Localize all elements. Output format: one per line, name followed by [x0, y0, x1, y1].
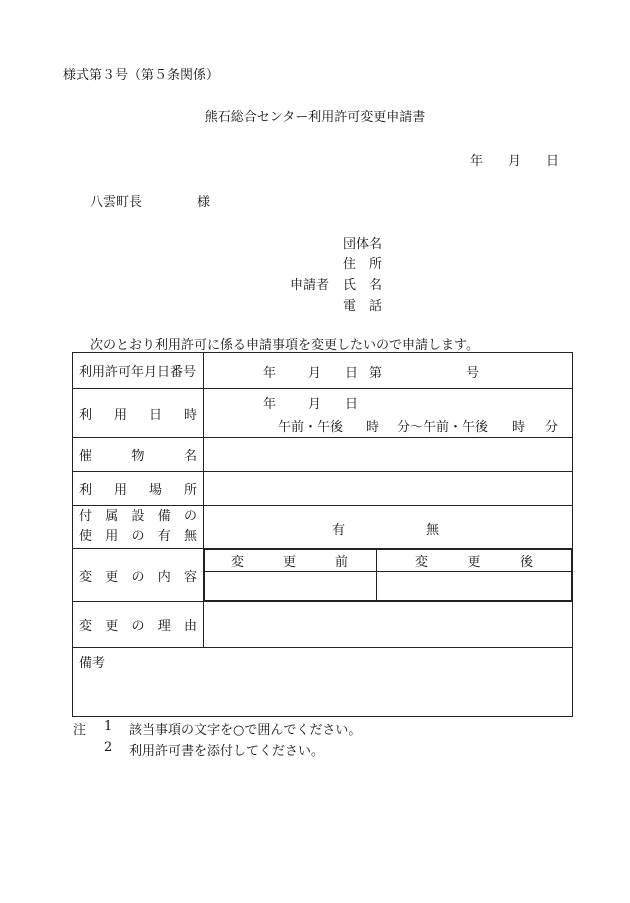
- permit-gou: 号: [466, 366, 480, 381]
- time-min-ampm-end: 分～午前・午後: [397, 420, 489, 435]
- equipment-no-option[interactable]: 無: [426, 523, 440, 538]
- applicant-field-address: 住 所: [343, 257, 383, 272]
- form-number: 様式第３号（第５条関係）: [63, 68, 220, 83]
- permit-year: 年: [263, 366, 277, 381]
- time-ampm-start: 午前・午後: [278, 420, 344, 435]
- equipment-label-cell: [73, 506, 204, 549]
- permit-month: 月: [308, 366, 322, 381]
- permit-day: 日: [345, 366, 359, 381]
- date-label: 利 用 日 時: [79, 407, 197, 423]
- note-2-number: 2: [104, 740, 113, 755]
- date-month: 月: [308, 397, 322, 412]
- note-1-text: 該当事項の文字を○で囲んでください。: [129, 723, 362, 738]
- change-label-cell: [73, 549, 204, 602]
- intro-text: 次のとおり利用許可に係る申請事項を変更したいので申請します。: [90, 338, 479, 353]
- change-row: [73, 549, 573, 602]
- date-month: 月: [508, 154, 522, 169]
- date-year: 年: [263, 397, 277, 412]
- event-value-cell[interactable]: [204, 438, 573, 472]
- change-after-header: 変 更 後: [377, 550, 572, 572]
- event-row: [73, 438, 573, 472]
- notes-prefix: 注: [73, 723, 87, 738]
- time-hour-end: 時: [512, 420, 526, 435]
- permit-label: 利用許可年月日番号: [79, 365, 197, 380]
- date-value-cell[interactable]: [204, 389, 573, 438]
- change-before-value[interactable]: [205, 572, 377, 601]
- change-value-cell: [204, 549, 573, 602]
- permit-value-cell[interactable]: [204, 353, 573, 389]
- remarks-row: [73, 648, 573, 717]
- equipment-yes-option[interactable]: 有: [332, 523, 346, 538]
- applicant-field-phone: 電 話: [343, 299, 383, 314]
- event-label: 催 物 名: [79, 449, 197, 464]
- change-subtable: [204, 549, 572, 601]
- reason-value-cell[interactable]: [204, 602, 573, 648]
- addressee-honorific: 様: [197, 195, 211, 210]
- place-label: 利 用 場 所: [79, 483, 197, 498]
- change-after-value[interactable]: [377, 572, 572, 601]
- equipment-row: [73, 506, 573, 549]
- note-1-number: 1: [104, 719, 113, 734]
- equipment-value-cell[interactable]: [204, 506, 573, 549]
- date-year: 年: [470, 154, 484, 169]
- place-row: [73, 472, 573, 506]
- reason-row: [73, 602, 573, 648]
- applicant-field-name: 氏 名: [343, 278, 383, 293]
- time-min-end: 分: [545, 420, 559, 435]
- applicant-field-group: 団体名: [343, 237, 383, 252]
- note-2-text: 利用許可書を添付してください。: [129, 744, 325, 759]
- date-row: [73, 389, 573, 438]
- change-before-header: 変 更 前: [205, 550, 377, 572]
- date-day: 日: [345, 397, 359, 412]
- application-table: [72, 352, 573, 717]
- place-value-cell[interactable]: [204, 472, 573, 506]
- place-label-cell: [73, 472, 204, 506]
- addressee-name: 八雲町長: [90, 195, 143, 210]
- equipment-label: 付 属 設 備 の 使 用 の 有 無: [79, 509, 197, 544]
- event-label-cell: [73, 438, 204, 472]
- permit-row: [73, 353, 573, 389]
- document-title: 熊石総合センター利用許可変更申請書: [204, 110, 426, 125]
- remarks-label: 備考: [79, 656, 106, 671]
- permit-dai: 第: [369, 366, 383, 381]
- change-label: 変 更 の 内 容: [79, 569, 197, 585]
- permit-label-cell: [73, 353, 204, 389]
- date-label-cell: [73, 389, 204, 438]
- applicant-label: 申請者: [290, 278, 330, 293]
- time-hour-start: 時: [366, 420, 380, 435]
- date-day: 日: [546, 154, 560, 169]
- remarks-cell[interactable]: [73, 648, 573, 717]
- reason-label-cell: [73, 602, 204, 648]
- reason-label: 変 更 の 理 由: [79, 619, 197, 634]
